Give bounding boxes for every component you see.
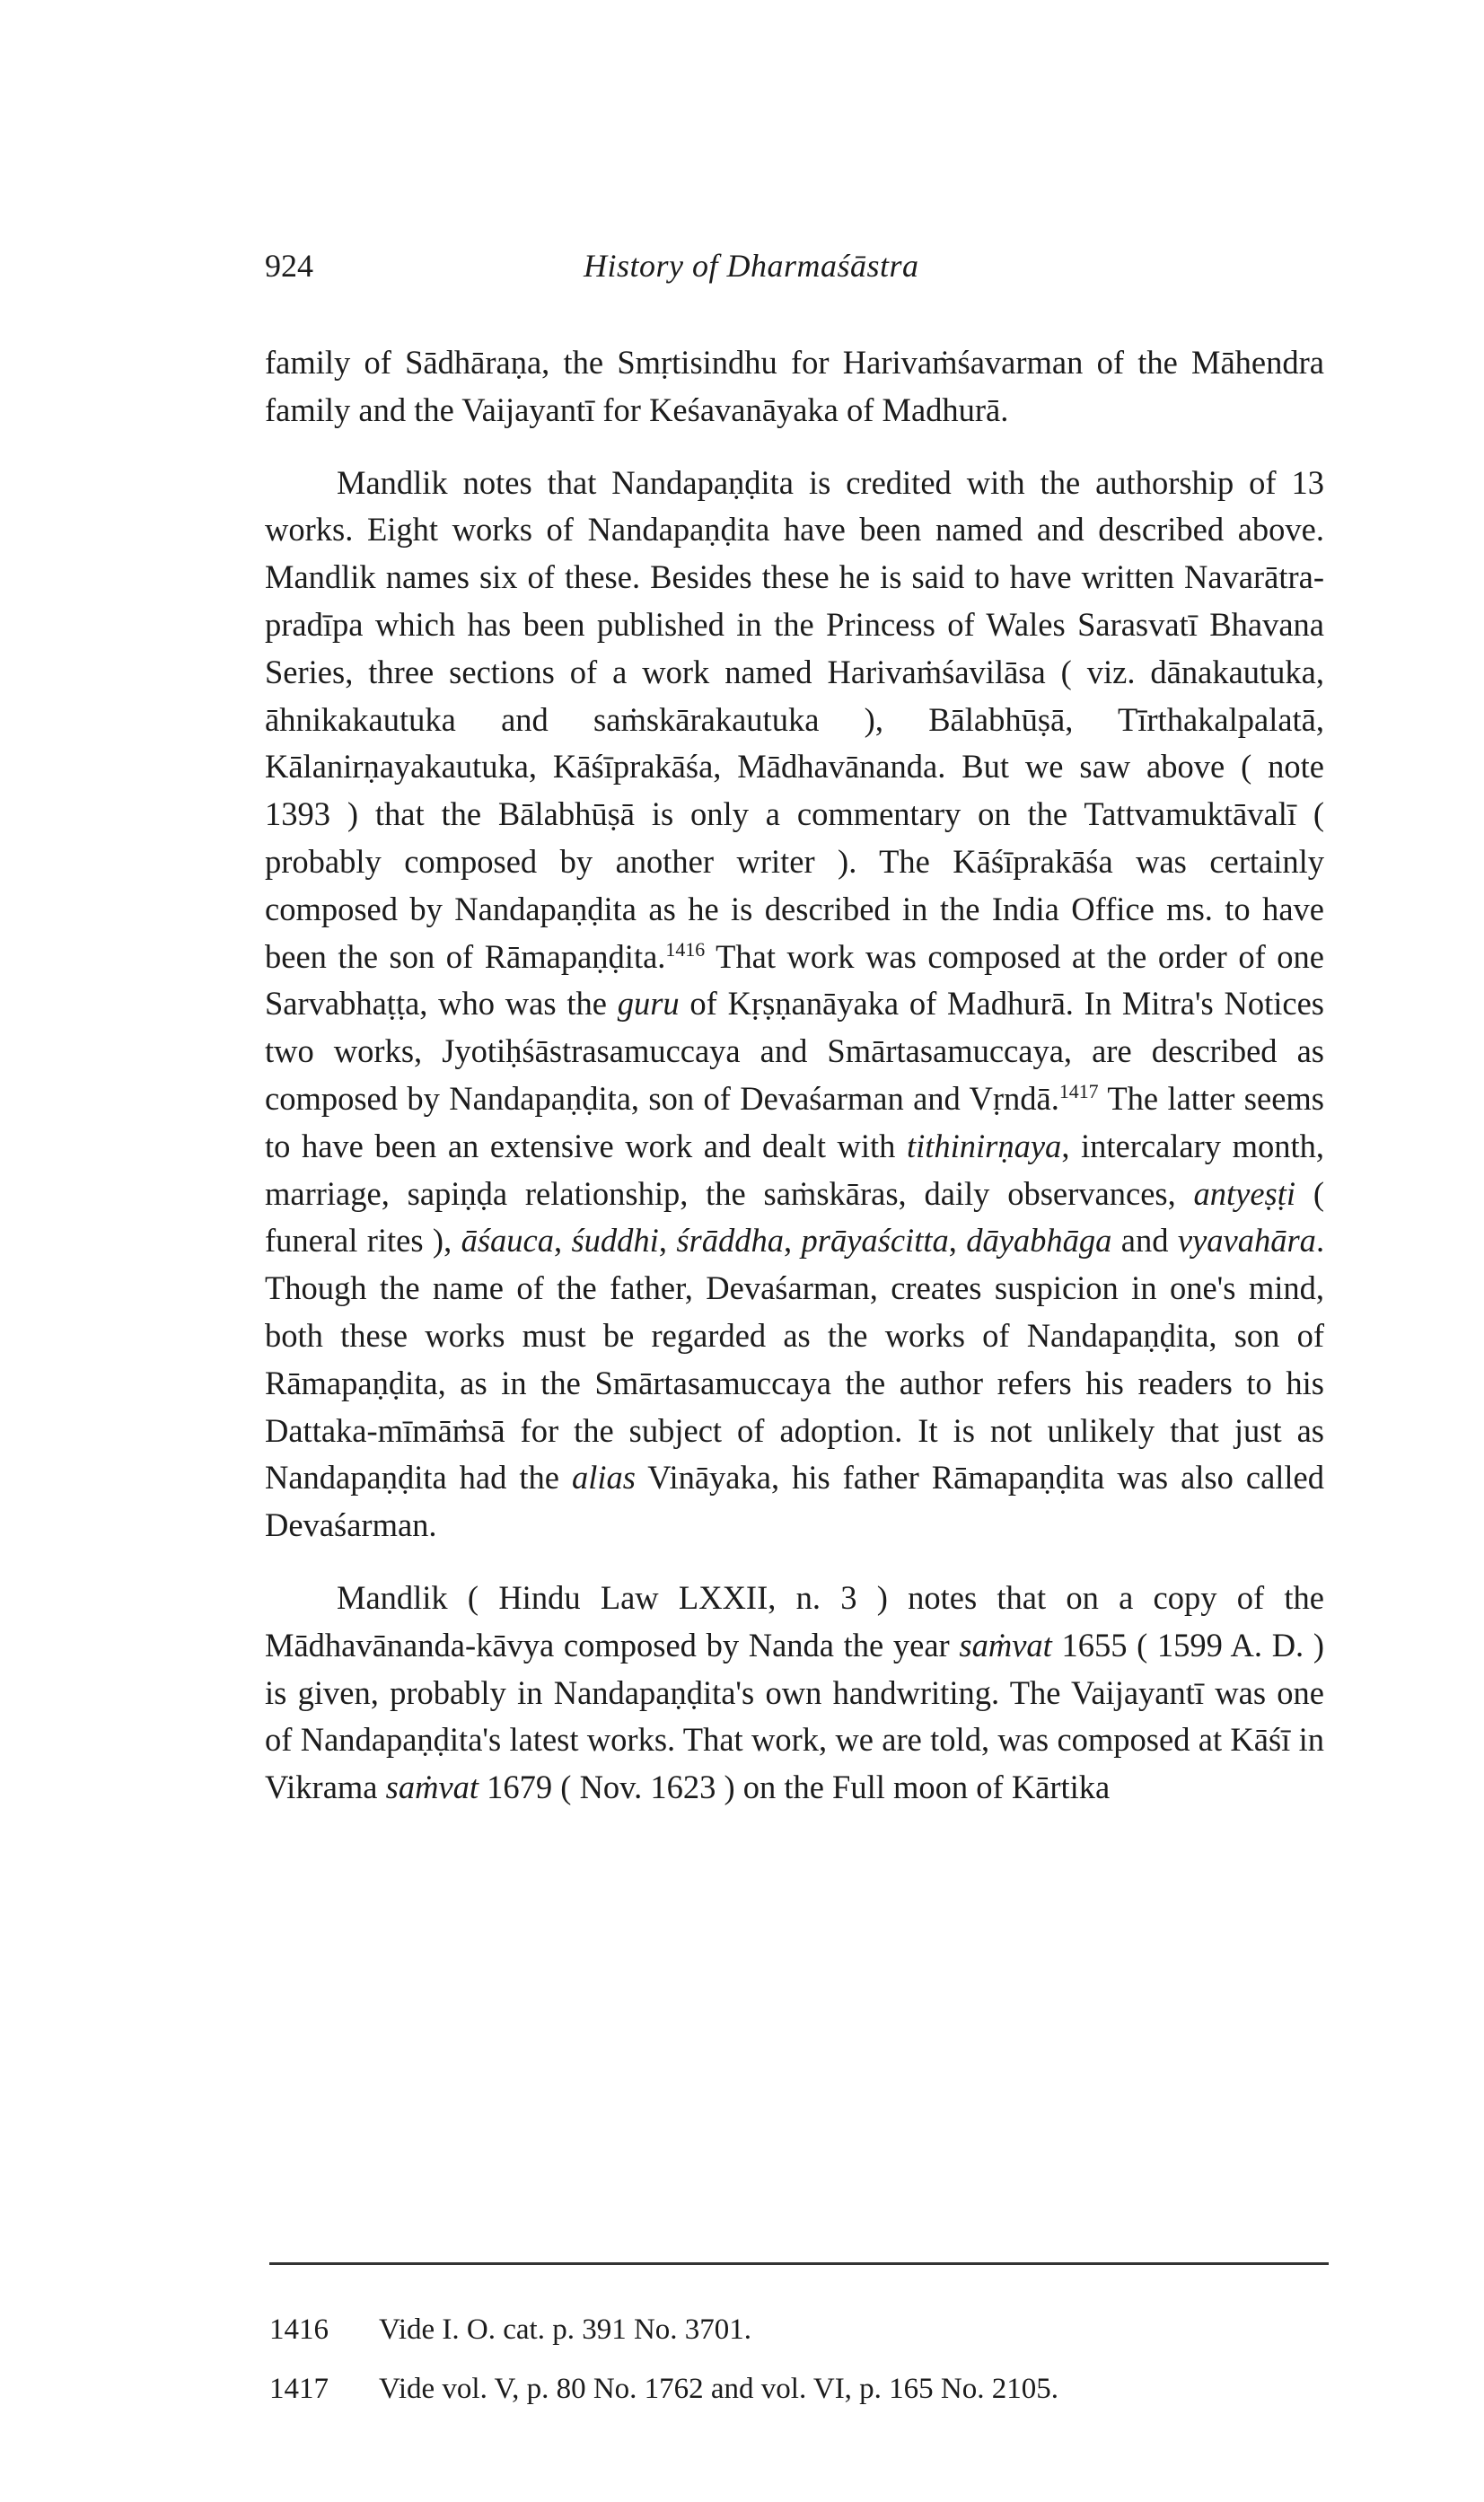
text-run: The latter seems to have been an extensive work and dealt with [265, 1079, 1324, 1164]
footnote-text: Vide I. O. cat. p. 391 No. 3701. [379, 2313, 752, 2346]
text-run: , n. 3 ) notes that on a copy of the Mādhavānanda-kāvya composed by Nanda the year [265, 1578, 1324, 1664]
page-number: 924 [265, 248, 313, 284]
text-run: , [784, 1222, 802, 1260]
italic-term: saṁvat [959, 1626, 1052, 1664]
paragraph-continuation [265, 339, 1324, 435]
text-run: and [1111, 1222, 1178, 1260]
italic-term: guru [617, 985, 680, 1023]
body-text [265, 339, 1324, 1812]
text-run: That work was composed at the order of one Sarvabhaṭṭa, who was the [265, 937, 1325, 1023]
italic-term: āśauca [461, 1222, 554, 1260]
text-run: ( funeral rites ), [265, 1174, 1324, 1260]
text-run: , [658, 1222, 677, 1260]
text-run: Mandlik ( Hindu Law [337, 1578, 679, 1616]
italic-term: saṁvat [385, 1769, 479, 1806]
text-run: . Though the name of the father, Devaśarman, creates suspicion in one's mind, both these works must be regarded as the works of Nandapaṇḍita, son of Rāmapaṇḍita, as in the Smārtasamuccaya the author refers his readers to his Dattaka-mīmāṁsā for the subject of adoption. It is not unlikely that just as Nandapaṇḍita had the [265, 1222, 1325, 1497]
text-run: , [553, 1222, 572, 1260]
paragraph-mandlik-notes [265, 1575, 1324, 1812]
footnote [269, 2300, 1329, 2359]
italic-term: śrāddha [676, 1222, 784, 1260]
small-caps-text: LXXII [678, 1578, 768, 1616]
footnote-ref: 1417 [1058, 1079, 1099, 1102]
text-run: 1679 ( Nov. 1623 ) on the Full moon of Kārtika [479, 1769, 1111, 1806]
italic-term: dāyabhāga [966, 1222, 1112, 1260]
footnote [269, 2359, 1329, 2419]
running-title: History of Dharmaśāstra [584, 248, 919, 284]
text-run: , intercalary month, marriage, sapiṇḍa relationship, the saṁskāras, daily observances, [265, 1127, 1324, 1212]
text-run: , [948, 1222, 967, 1260]
italic-term: antyeṣṭi [1193, 1174, 1296, 1212]
footnote-text: Vide vol. V, p. 80 No. 1762 and vol. VI, p. 165 No. 2105. [379, 2373, 1059, 2405]
text-run: Vināyaka, his father Rāmapaṇḍita was also called Devaśarman. [265, 1459, 1324, 1544]
italic-term: alias [571, 1459, 636, 1497]
footnotes [269, 2300, 1329, 2419]
text-run: 1655 ( 1599 A. D. ) is given, probably in Nandapaṇḍita's own handwriting. The Vaijayantī was one of Nandapaṇḍita's latest works. That work, we are told, was composed at Kāśī in Vikrama [265, 1626, 1324, 1806]
text-run: family of Sādhāraṇa, the Smṛtisindhu for Harivaṁśavarman of the Māhendra family and the Vaijayantī for Keśavanāyaka of Madhurā. [265, 344, 1324, 428]
footnote-number: 1417 [269, 2373, 329, 2405]
text-run: of Kṛṣṇanāyaka of Madhurā. In Mitra's Notices two works, Jyotiḥśāstrasamuccaya and Smārtasamuccaya, are described as composed by Nandapaṇḍita, son of Devaśarman and Vṛndā. [265, 985, 1324, 1117]
italic-term: tithinirṇaya [906, 1127, 1062, 1164]
paragraph-nandapandita-works [265, 460, 1324, 1549]
italic-term: śuddhi [571, 1222, 659, 1260]
page-header [265, 247, 1324, 292]
footnote-ref: 1416 [665, 937, 706, 961]
footnote-number: 1416 [269, 2313, 329, 2346]
italic-term: vyavahāra [1177, 1222, 1316, 1260]
italic-term: prāyaścitta [801, 1222, 949, 1260]
text-run: Mandlik notes that Nandapaṇḍita is credited with the authorship of 13 works. Eight works of Nandapaṇḍita have been named and described above. Mandlik names six of these. Besides these he is said to have written Navarātra-pradīpa which has been published in the Princess of Wales Sarasvatī Bhavana Series, three sections of a work named Harivaṁśavilāsa ( viz. dānakautuka, āhnikakautuka and saṁskārakautuka ), Bālabhūṣā, Tīrthakalpalatā, Kālanirṇayakautuka, Kāśīprakāśa, Mādhavānanda. But we saw above ( note 1393 ) that the Bālabhūṣā is only a commentary on the Tattvamuktāvalī ( probably composed by another writer ). The Kāśīprakāśa was certainly composed by Nandapaṇḍita as he is described in the India Office ms. to have been the son of Rāmapaṇḍita. [265, 463, 1324, 975]
footnote-divider [269, 2262, 1329, 2265]
